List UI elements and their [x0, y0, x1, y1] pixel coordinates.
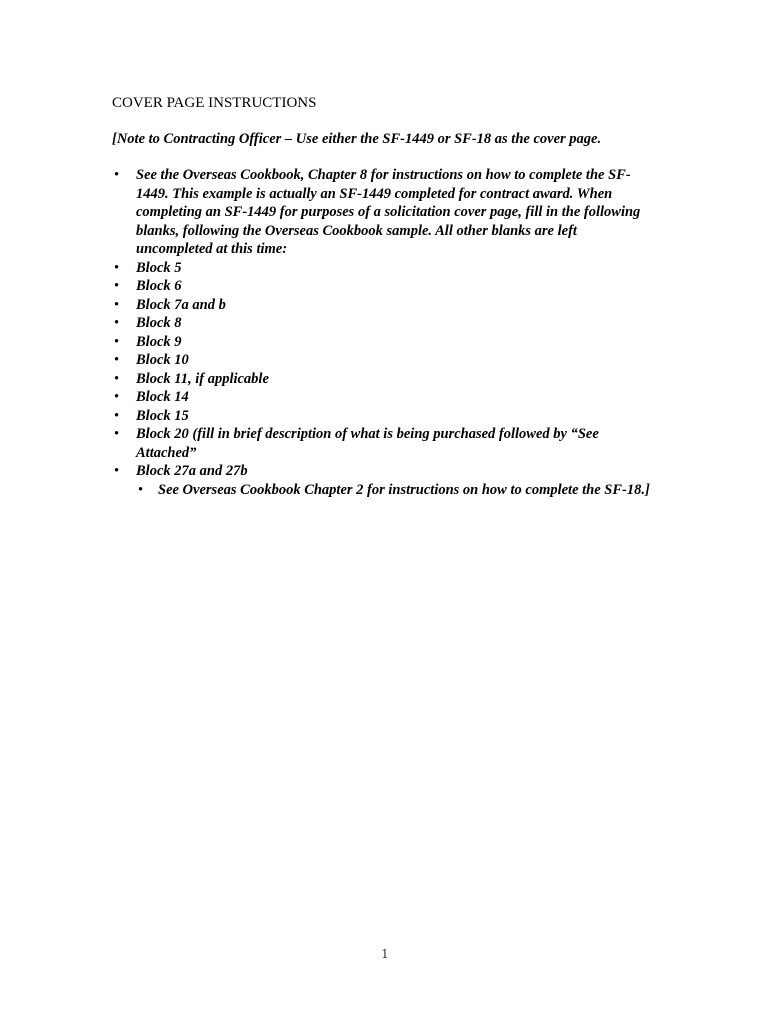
bullet-icon: • [114, 278, 120, 294]
list-item-text: Block 11, if applicable [136, 370, 269, 387]
list-item-text: Block 5 [136, 259, 182, 276]
list-item-text: Block 8 [136, 315, 182, 331]
page-number: 1 [381, 947, 389, 961]
bullet-icon: • [114, 370, 120, 387]
bullet-icon: • [114, 167, 120, 183]
list-item-text: See the Overseas Cookbook, Chapter 8 for instructions on how to complete the SF-1449. This example is actually an SF-1449 completed for contract award. When completing an SF-1449 for purposes of a solicitation cover page, fill in the following blanks, following the Overseas Cookbook sample. All other blanks are left uncompleted at this time: [136, 167, 641, 257]
bullet-icon: • [114, 315, 120, 331]
nested-list-item-text: See Overseas Cookbook Chapter 2 for instructions on how to complete the SF-18.] [158, 481, 650, 498]
list-item [112, 296, 657, 315]
list-item [112, 166, 657, 259]
page-heading: COVER PAGE INSTRUCTIONS [112, 95, 317, 111]
nested-instruction-list [136, 481, 657, 500]
list-item-text: Block 9 [136, 333, 182, 350]
list-item [112, 370, 657, 389]
list-item-text: Block 6 [136, 278, 182, 294]
list-item [112, 314, 657, 333]
list-item-text: Block 10 [136, 352, 189, 368]
list-item [112, 277, 657, 296]
list-item-text: Block 14 [136, 389, 189, 405]
list-item [112, 462, 657, 499]
bullet-icon: • [114, 259, 120, 276]
bullet-icon: • [138, 481, 144, 498]
bullet-icon: • [114, 333, 120, 350]
list-item-text: Block 27a and 27b [136, 463, 248, 479]
nested-list-item [136, 481, 657, 500]
list-item [112, 407, 657, 426]
list-item [112, 388, 657, 407]
instruction-list [112, 166, 657, 499]
bullet-icon: • [114, 463, 120, 479]
list-item [112, 333, 657, 352]
list-item [112, 425, 657, 462]
bullet-icon: • [114, 426, 120, 442]
list-item-text: Block 15 [136, 407, 189, 424]
contracting-officer-note: [Note to Contracting Officer – Use either the SF-1449 or SF-18 as the cover page. [112, 131, 602, 147]
bullet-icon: • [114, 407, 120, 424]
bullet-icon: • [114, 352, 120, 368]
bullet-icon: • [114, 296, 120, 313]
list-item-text: Block 7a and b [136, 296, 226, 313]
list-item [112, 351, 657, 370]
list-item-text: Block 20 (fill in brief description of what is being purchased followed by “See Attached” [136, 426, 599, 461]
list-item [112, 259, 657, 278]
bullet-icon: • [114, 389, 120, 405]
